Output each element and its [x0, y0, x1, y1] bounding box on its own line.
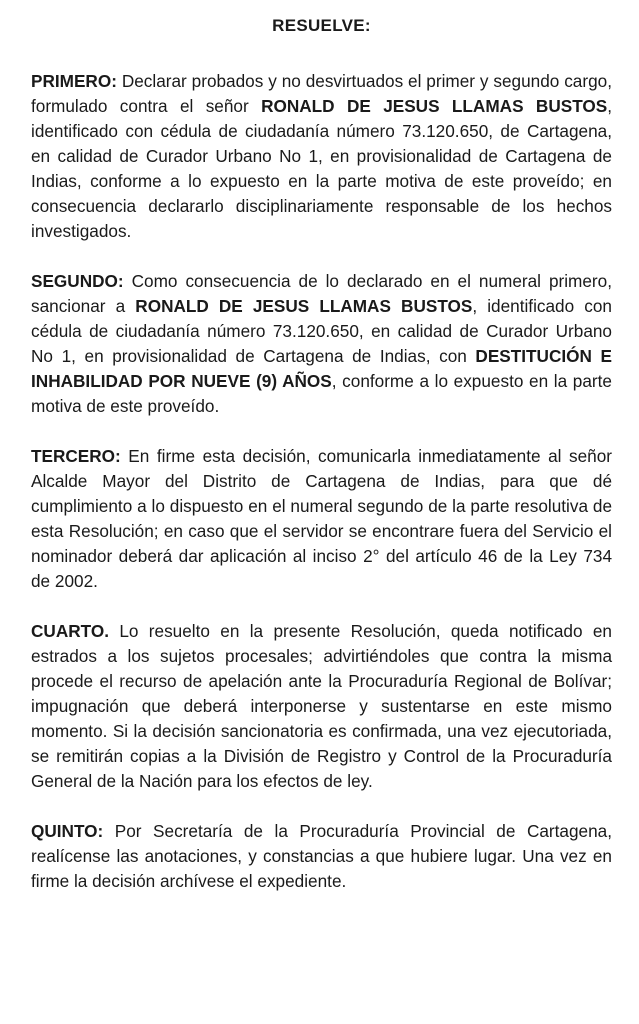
article-segundo-text-2: , identificado con cédula de ciudadanía número 73.120.650, en calidad de Curador Urbano No 1, en provisionalidad de Cartagena de Indias, con [31, 296, 612, 366]
article-primero [31, 69, 612, 244]
sanction-text: DESTITUCIÓN E INHABILIDAD POR NUEVE (9) AÑOS [31, 346, 612, 391]
article-quinto-lead: QUINTO: [31, 821, 104, 841]
article-segundo [31, 269, 612, 419]
article-tercero-lead: TERCERO: [31, 446, 121, 466]
article-quinto-text: Por Secretaría de la Procuraduría Provincial de Cartagena, realícense las anotaciones, y constancias a que hubiere lugar. Una vez en firme la decisión archívese el expediente. [31, 821, 612, 891]
article-primero-text-1: Declarar probados y no desvirtuados el primer y segundo cargo, formulado contra el señor [31, 71, 612, 116]
article-cuarto-lead: CUARTO. [31, 621, 109, 641]
article-segundo-text-1: Como consecuencia de lo declarado en el numeral primero, sancionar a [31, 271, 612, 316]
article-cuarto [31, 619, 612, 794]
article-cuarto-text: Lo resuelto en la presente Resolución, queda notificado en estrados a los sujetos procesales; advirtiéndoles que contra la misma procede el recurso de apelación ante la Procuraduría Regional de Bolívar; impugnación que deberá interponerse y sustentarse en este mismo momento. Si la decisión sancionatoria es confirmada, una vez ejecutoriada, se remitirán copias a la División de Registro y Control de la Procuraduría General de la Nación para los efectos de ley. [31, 621, 612, 791]
article-tercero-text: En firme esta decisión, comunicarla inmediatamente al señor Alcalde Mayor del Distrito de Cartagena de Indias, para que dé cumplimiento a lo dispuesto en el numeral segundo de la parte resolutiva de esta Resolución; en caso que el servidor se encontrare fuera del Servicio el nominador deberá dar aplicación al inciso 2° del artículo 46 de la Ley 734 de 2002. [31, 446, 612, 591]
person-name: RONALD DE JESUS LLAMAS BUSTOS [261, 96, 608, 116]
article-quinto [31, 819, 612, 894]
article-segundo-text-3: , conforme a lo expuesto en la parte motiva de este proveído. [31, 371, 612, 416]
person-name: RONALD DE JESUS LLAMAS BUSTOS [135, 296, 473, 316]
article-tercero [31, 444, 612, 594]
article-segundo-lead: SEGUNDO: [31, 271, 124, 291]
article-primero-lead: PRIMERO: [31, 71, 117, 91]
resolution-heading: RESUELVE: [272, 16, 371, 35]
article-primero-text-2: , identificado con cédula de ciudadanía número 73.120.650, de Cartagena, en calidad de Curador Urbano No 1, en provisionalidad de Cartagena de Indias, conforme a lo expuesto en la parte motiva de este proveído; en consecuencia declararlo disciplinariamente responsable de los hechos investigados. [31, 96, 612, 241]
